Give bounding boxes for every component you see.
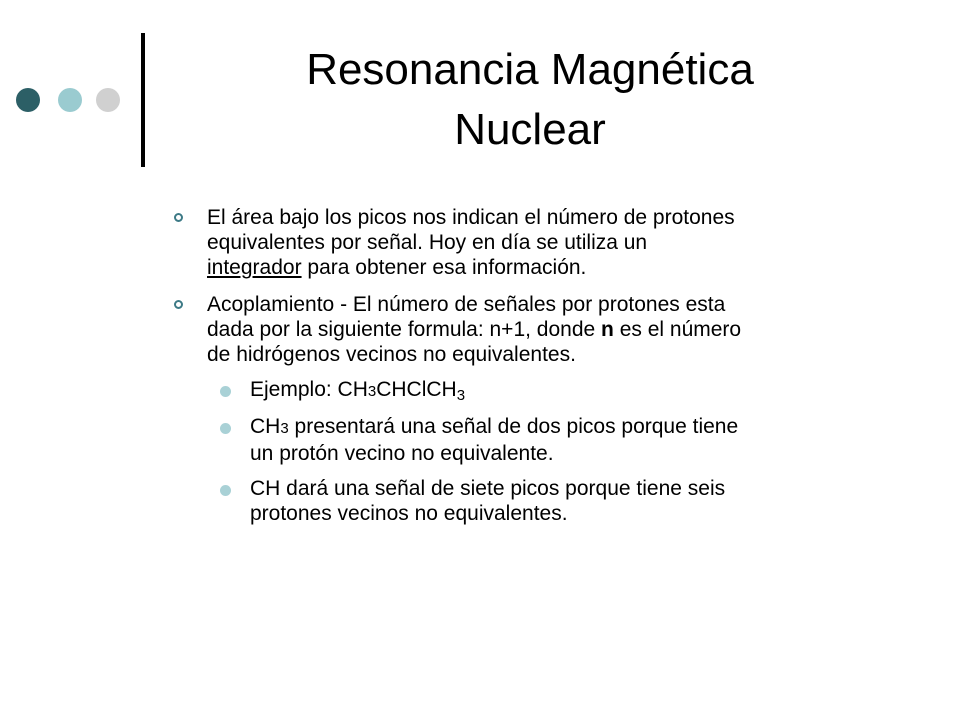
bullet-text-line: equivalentes por señal. Hoy en día se utiliza un [207, 231, 648, 254]
bullet-text-line: CH dará una señal de siete picos porque tiene seis [250, 477, 726, 500]
sub-bullet-ch3 [174, 414, 914, 466]
bullet-text-line: Acoplamiento - El número de señales por protones esta [207, 293, 726, 316]
title-line-2: Nuclear [454, 105, 606, 154]
dot-bullet-icon [220, 386, 231, 397]
bullet-text-line [207, 255, 914, 280]
bullet-integration [174, 205, 914, 280]
slide-title [150, 40, 910, 160]
bullet-text-fragment: Ejemplo: CH [250, 378, 368, 401]
mid-circle-decoration [58, 88, 82, 112]
dot-bullet-icon [220, 423, 231, 434]
dark-circle-decoration [16, 88, 40, 112]
bullet-text-line: de hidrógenos vecinos no equivalentes. [207, 343, 576, 366]
bullet-text-fragment: para obtener esa información. [301, 256, 587, 279]
bullet-text-line: protones vecinos no equivalentes. [250, 502, 568, 525]
dot-bullet-icon [220, 485, 231, 496]
bullet-text-line [250, 377, 914, 404]
small-digit: 3 [280, 420, 289, 437]
bullet-text-fragment: es el número [613, 318, 742, 341]
bullet-text-line [207, 317, 914, 342]
bullet-coupling [174, 292, 914, 367]
sub-bullet-ch [174, 476, 914, 526]
bullet-text-line [250, 414, 914, 441]
bullet-text-fragment: CH [250, 415, 281, 438]
underlined-term: integrador [207, 256, 302, 279]
ring-bullet-icon [174, 300, 183, 309]
sub-bullet-list [174, 377, 914, 526]
slide-body [174, 205, 914, 536]
bullet-text-fragment: dada por la siguiente formula: n+1, donde [207, 318, 602, 341]
bullet-text-line: un protón vecino no equivalente. [250, 442, 554, 465]
bullet-text-fragment: CHClCH [376, 378, 457, 401]
bullet-text-fragment: presentará una señal de dos picos porque tiene [288, 415, 739, 438]
subscript-digit: 3 [456, 387, 466, 404]
light-circle-decoration [96, 88, 120, 112]
title-line-1: Resonancia Magnética [306, 45, 754, 94]
bullet-text-line: El área bajo los picos nos indican el número de protones [207, 206, 735, 229]
ring-bullet-icon [174, 213, 183, 222]
title-divider-line [141, 33, 145, 167]
bold-variable: n [601, 318, 614, 341]
sub-bullet-example [174, 377, 914, 404]
small-digit: 3 [367, 383, 377, 400]
